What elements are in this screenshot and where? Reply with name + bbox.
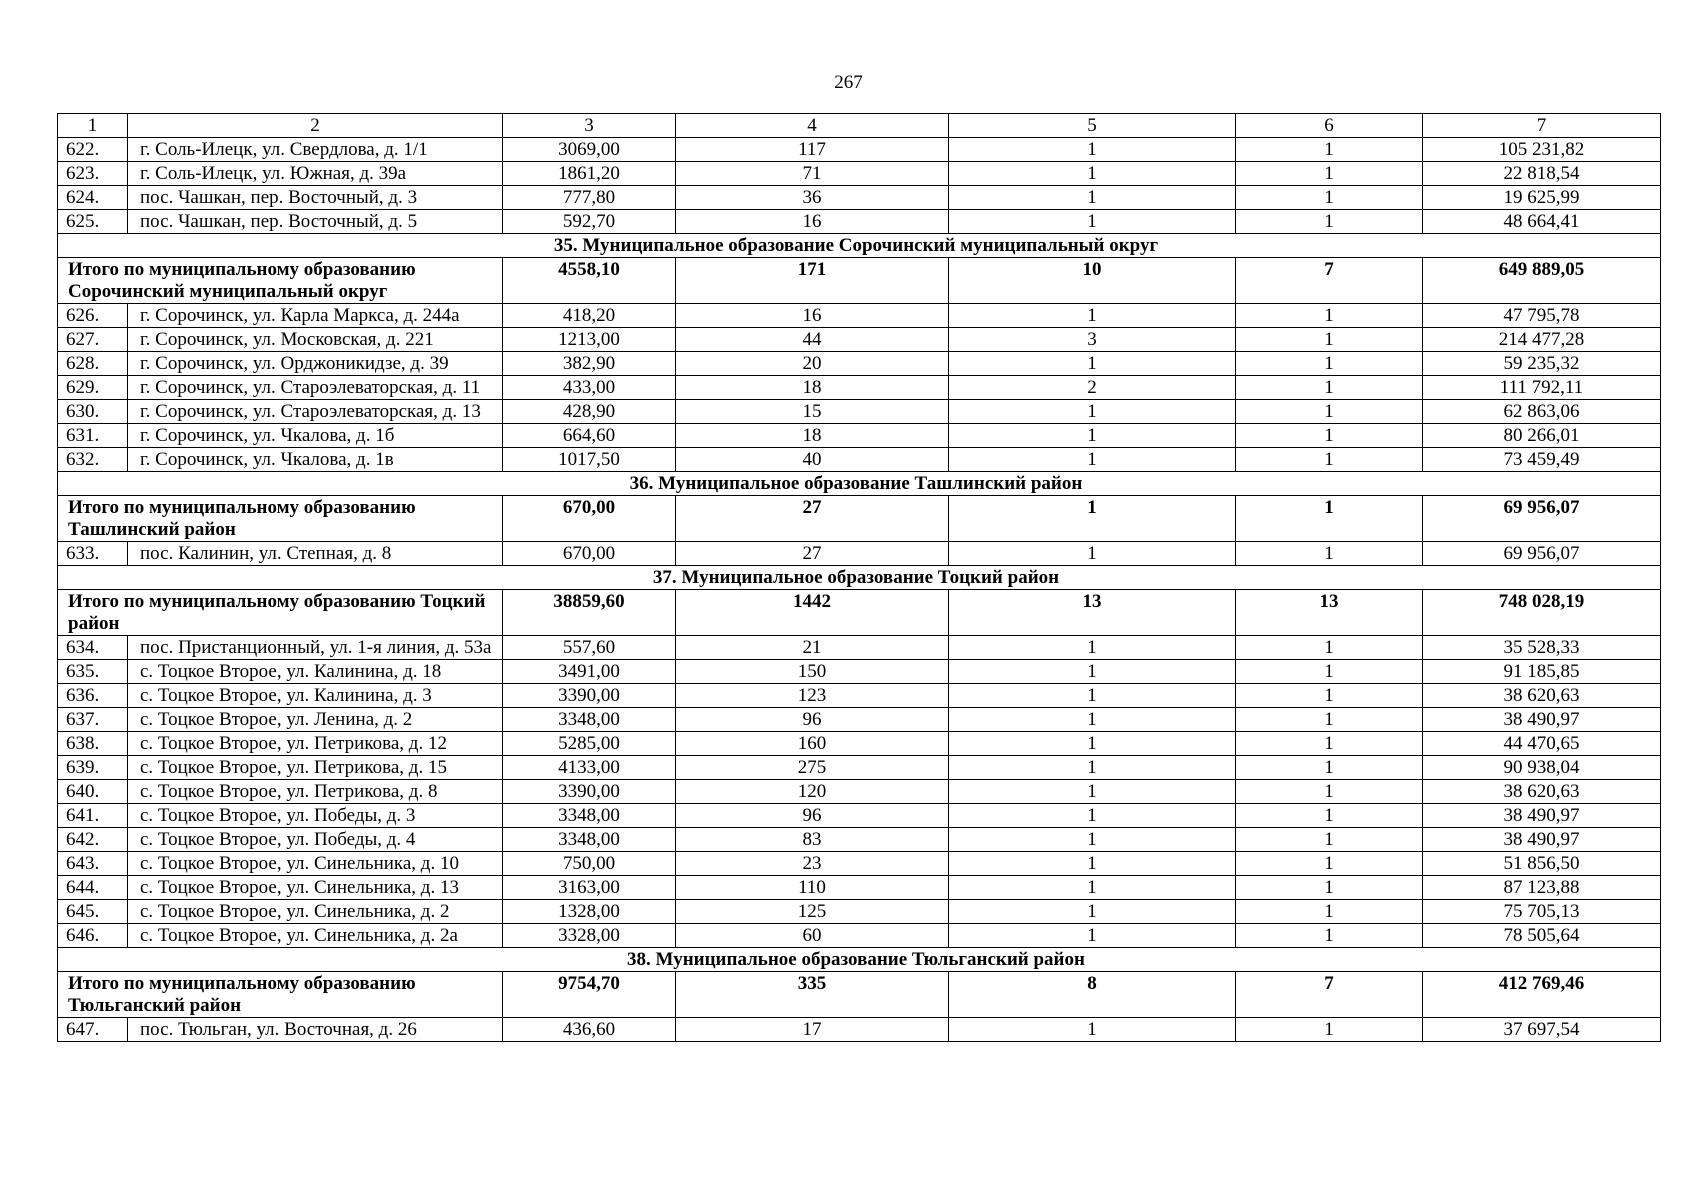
row-number: 624. bbox=[58, 186, 128, 210]
total-col5: 10 bbox=[949, 258, 1236, 304]
residents: 44 bbox=[676, 328, 949, 352]
row-number: 638. bbox=[58, 732, 128, 756]
section-heading: 36. Муниципальное образование Ташлинский район bbox=[58, 472, 1661, 496]
residents: 21 bbox=[676, 636, 949, 660]
amount: 37 697,54 bbox=[1423, 1018, 1661, 1042]
col5-value: 1 bbox=[949, 828, 1236, 852]
area: 592,70 bbox=[503, 210, 676, 234]
header-cell: 3 bbox=[503, 114, 676, 138]
amount: 75 705,13 bbox=[1423, 900, 1661, 924]
row-number: 646. bbox=[58, 924, 128, 948]
col5-value: 1 bbox=[949, 756, 1236, 780]
total-amount: 69 956,07 bbox=[1423, 496, 1661, 542]
col6-value: 1 bbox=[1236, 304, 1423, 328]
col5-value: 1 bbox=[949, 660, 1236, 684]
amount: 38 490,97 bbox=[1423, 708, 1661, 732]
row-number: 634. bbox=[58, 636, 128, 660]
residents: 40 bbox=[676, 448, 949, 472]
table-row bbox=[58, 660, 1661, 684]
row-number: 623. bbox=[58, 162, 128, 186]
row-number: 639. bbox=[58, 756, 128, 780]
address: пос. Чашкан, пер. Восточный, д. 3 bbox=[128, 186, 503, 210]
total-row bbox=[58, 972, 1661, 1018]
col5-value: 1 bbox=[949, 732, 1236, 756]
col5-value: 1 bbox=[949, 352, 1236, 376]
total-label: Итого по муниципальному образованию Ташлинский район bbox=[58, 496, 503, 542]
total-col6: 7 bbox=[1236, 972, 1423, 1018]
col5-value: 1 bbox=[949, 424, 1236, 448]
amount: 105 231,82 bbox=[1423, 138, 1661, 162]
section-heading: 35. Муниципальное образование Сорочинский муниципальный округ bbox=[58, 234, 1661, 258]
col6-value: 1 bbox=[1236, 732, 1423, 756]
col5-value: 1 bbox=[949, 138, 1236, 162]
col6-value: 1 bbox=[1236, 684, 1423, 708]
address: пос. Калинин, ул. Степная, д. 8 bbox=[128, 542, 503, 566]
table-row bbox=[58, 732, 1661, 756]
col6-value: 1 bbox=[1236, 424, 1423, 448]
residents: 71 bbox=[676, 162, 949, 186]
col5-value: 1 bbox=[949, 924, 1236, 948]
total-residents: 171 bbox=[676, 258, 949, 304]
area: 1017,50 bbox=[503, 448, 676, 472]
col6-value: 1 bbox=[1236, 448, 1423, 472]
col6-value: 1 bbox=[1236, 400, 1423, 424]
address: с. Тоцкое Второе, ул. Петрикова, д. 15 bbox=[128, 756, 503, 780]
total-col5: 1 bbox=[949, 496, 1236, 542]
address: г. Сорочинск, ул. Московская, д. 221 bbox=[128, 328, 503, 352]
col6-value: 1 bbox=[1236, 376, 1423, 400]
table-row bbox=[58, 924, 1661, 948]
address: г. Соль-Илецк, ул. Свердлова, д. 1/1 bbox=[128, 138, 503, 162]
residents: 17 bbox=[676, 1018, 949, 1042]
area: 557,60 bbox=[503, 636, 676, 660]
row-number: 622. bbox=[58, 138, 128, 162]
address: г. Соль-Илецк, ул. Южная, д. 39а bbox=[128, 162, 503, 186]
total-area: 9754,70 bbox=[503, 972, 676, 1018]
address: пос. Тюльган, ул. Восточная, д. 26 bbox=[128, 1018, 503, 1042]
row-number: 635. bbox=[58, 660, 128, 684]
amount: 44 470,65 bbox=[1423, 732, 1661, 756]
amount: 38 490,97 bbox=[1423, 828, 1661, 852]
col6-value: 1 bbox=[1236, 210, 1423, 234]
total-col5: 13 bbox=[949, 590, 1236, 636]
total-row bbox=[58, 258, 1661, 304]
area: 436,60 bbox=[503, 1018, 676, 1042]
table-row bbox=[58, 210, 1661, 234]
col5-value: 1 bbox=[949, 876, 1236, 900]
amount: 35 528,33 bbox=[1423, 636, 1661, 660]
area: 428,90 bbox=[503, 400, 676, 424]
area: 382,90 bbox=[503, 352, 676, 376]
area: 5285,00 bbox=[503, 732, 676, 756]
area: 3390,00 bbox=[503, 780, 676, 804]
column-number-header-row bbox=[58, 114, 1661, 138]
row-number: 629. bbox=[58, 376, 128, 400]
col5-value: 1 bbox=[949, 780, 1236, 804]
address: с. Тоцкое Второе, ул. Петрикова, д. 12 bbox=[128, 732, 503, 756]
col6-value: 1 bbox=[1236, 828, 1423, 852]
residents: 117 bbox=[676, 138, 949, 162]
table-row bbox=[58, 304, 1661, 328]
total-label: Итого по муниципальному образованию Сорочинский муниципальный округ bbox=[58, 258, 503, 304]
table-row bbox=[58, 328, 1661, 352]
amount: 214 477,28 bbox=[1423, 328, 1661, 352]
address: с. Тоцкое Второе, ул. Синельника, д. 2а bbox=[128, 924, 503, 948]
header-cell: 1 bbox=[58, 114, 128, 138]
area: 1213,00 bbox=[503, 328, 676, 352]
row-number: 632. bbox=[58, 448, 128, 472]
row-number: 645. bbox=[58, 900, 128, 924]
total-area: 670,00 bbox=[503, 496, 676, 542]
amount: 62 863,06 bbox=[1423, 400, 1661, 424]
total-label: Итого по муниципальному образованию Тюльганский район bbox=[58, 972, 503, 1018]
col6-value: 1 bbox=[1236, 1018, 1423, 1042]
col6-value: 1 bbox=[1236, 328, 1423, 352]
amount: 59 235,32 bbox=[1423, 352, 1661, 376]
address: с. Тоцкое Второе, ул. Синельника, д. 10 bbox=[128, 852, 503, 876]
document-table bbox=[57, 113, 1661, 1042]
col6-value: 1 bbox=[1236, 636, 1423, 660]
section-heading-row bbox=[58, 948, 1661, 972]
col6-value: 1 bbox=[1236, 924, 1423, 948]
col5-value: 2 bbox=[949, 376, 1236, 400]
residents: 125 bbox=[676, 900, 949, 924]
address: с. Тоцкое Второе, ул. Калинина, д. 3 bbox=[128, 684, 503, 708]
amount: 87 123,88 bbox=[1423, 876, 1661, 900]
area: 3163,00 bbox=[503, 876, 676, 900]
table-row bbox=[58, 162, 1661, 186]
table-row bbox=[58, 1018, 1661, 1042]
row-number: 628. bbox=[58, 352, 128, 376]
total-area: 38859,60 bbox=[503, 590, 676, 636]
row-number: 647. bbox=[58, 1018, 128, 1042]
area: 3069,00 bbox=[503, 138, 676, 162]
address: г. Сорочинск, ул. Староэлеваторская, д. 13 bbox=[128, 400, 503, 424]
col6-value: 1 bbox=[1236, 852, 1423, 876]
address: с. Тоцкое Второе, ул. Синельника, д. 2 bbox=[128, 900, 503, 924]
total-amount: 748 028,19 bbox=[1423, 590, 1661, 636]
row-number: 633. bbox=[58, 542, 128, 566]
row-number: 631. bbox=[58, 424, 128, 448]
residents: 16 bbox=[676, 210, 949, 234]
table-row bbox=[58, 852, 1661, 876]
total-col6: 7 bbox=[1236, 258, 1423, 304]
row-number: 641. bbox=[58, 804, 128, 828]
col5-value: 1 bbox=[949, 900, 1236, 924]
table-row bbox=[58, 900, 1661, 924]
col6-value: 1 bbox=[1236, 804, 1423, 828]
area: 664,60 bbox=[503, 424, 676, 448]
residents: 83 bbox=[676, 828, 949, 852]
total-amount: 412 769,46 bbox=[1423, 972, 1661, 1018]
col5-value: 1 bbox=[949, 708, 1236, 732]
residents: 123 bbox=[676, 684, 949, 708]
residents: 96 bbox=[676, 708, 949, 732]
table-row bbox=[58, 756, 1661, 780]
address: г. Сорочинск, ул. Чкалова, д. 1в bbox=[128, 448, 503, 472]
table-row bbox=[58, 828, 1661, 852]
col5-value: 1 bbox=[949, 684, 1236, 708]
table-row bbox=[58, 780, 1661, 804]
residents: 16 bbox=[676, 304, 949, 328]
col5-value: 1 bbox=[949, 636, 1236, 660]
table-row bbox=[58, 876, 1661, 900]
page-number: 267 bbox=[834, 72, 863, 93]
area: 750,00 bbox=[503, 852, 676, 876]
area: 3328,00 bbox=[503, 924, 676, 948]
section-heading: 38. Муниципальное образование Тюльганский район bbox=[58, 948, 1661, 972]
header-cell: 4 bbox=[676, 114, 949, 138]
address: с. Тоцкое Второе, ул. Калинина, д. 18 bbox=[128, 660, 503, 684]
area: 418,20 bbox=[503, 304, 676, 328]
address: г. Сорочинск, ул. Староэлеваторская, д. 11 bbox=[128, 376, 503, 400]
col5-value: 1 bbox=[949, 186, 1236, 210]
header-cell: 5 bbox=[949, 114, 1236, 138]
col6-value: 1 bbox=[1236, 542, 1423, 566]
address: г. Сорочинск, ул. Орджоникидзе, д. 39 bbox=[128, 352, 503, 376]
total-residents: 1442 bbox=[676, 590, 949, 636]
section-heading-row bbox=[58, 472, 1661, 496]
col6-value: 1 bbox=[1236, 756, 1423, 780]
col5-value: 1 bbox=[949, 162, 1236, 186]
col6-value: 1 bbox=[1236, 660, 1423, 684]
row-number: 644. bbox=[58, 876, 128, 900]
amount: 69 956,07 bbox=[1423, 542, 1661, 566]
residents: 18 bbox=[676, 424, 949, 448]
address: г. Сорочинск, ул. Чкалова, д. 1б bbox=[128, 424, 503, 448]
col6-value: 1 bbox=[1236, 876, 1423, 900]
header-cell: 2 bbox=[128, 114, 503, 138]
table-row bbox=[58, 424, 1661, 448]
table-row bbox=[58, 684, 1661, 708]
row-number: 626. bbox=[58, 304, 128, 328]
table-row bbox=[58, 352, 1661, 376]
section-heading: 37. Муниципальное образование Тоцкий район bbox=[58, 566, 1661, 590]
area: 3491,00 bbox=[503, 660, 676, 684]
table-row bbox=[58, 138, 1661, 162]
amount: 48 664,41 bbox=[1423, 210, 1661, 234]
residents: 160 bbox=[676, 732, 949, 756]
address: г. Сорочинск, ул. Карла Маркса, д. 244а bbox=[128, 304, 503, 328]
col6-value: 1 bbox=[1236, 138, 1423, 162]
area: 777,80 bbox=[503, 186, 676, 210]
col5-value: 1 bbox=[949, 542, 1236, 566]
area: 1861,20 bbox=[503, 162, 676, 186]
amount: 91 185,85 bbox=[1423, 660, 1661, 684]
table-row bbox=[58, 186, 1661, 210]
col5-value: 1 bbox=[949, 852, 1236, 876]
col5-value: 3 bbox=[949, 328, 1236, 352]
address: с. Тоцкое Второе, ул. Петрикова, д. 8 bbox=[128, 780, 503, 804]
col6-value: 1 bbox=[1236, 186, 1423, 210]
address: с. Тоцкое Второе, ул. Ленина, д. 2 bbox=[128, 708, 503, 732]
col5-value: 1 bbox=[949, 210, 1236, 234]
col5-value: 1 bbox=[949, 804, 1236, 828]
row-number: 627. bbox=[58, 328, 128, 352]
col5-value: 1 bbox=[949, 304, 1236, 328]
amount: 47 795,78 bbox=[1423, 304, 1661, 328]
total-residents: 335 bbox=[676, 972, 949, 1018]
row-number: 625. bbox=[58, 210, 128, 234]
amount: 38 620,63 bbox=[1423, 684, 1661, 708]
header-cell: 7 bbox=[1423, 114, 1661, 138]
col6-value: 1 bbox=[1236, 352, 1423, 376]
area: 3390,00 bbox=[503, 684, 676, 708]
col6-value: 1 bbox=[1236, 162, 1423, 186]
total-area: 4558,10 bbox=[503, 258, 676, 304]
row-number: 630. bbox=[58, 400, 128, 424]
col5-value: 1 bbox=[949, 448, 1236, 472]
col5-value: 1 bbox=[949, 400, 1236, 424]
col6-value: 1 bbox=[1236, 900, 1423, 924]
residents: 110 bbox=[676, 876, 949, 900]
total-residents: 27 bbox=[676, 496, 949, 542]
total-col6: 13 bbox=[1236, 590, 1423, 636]
row-number: 637. bbox=[58, 708, 128, 732]
table-row bbox=[58, 804, 1661, 828]
residents: 60 bbox=[676, 924, 949, 948]
section-heading-row bbox=[58, 234, 1661, 258]
amount: 38 490,97 bbox=[1423, 804, 1661, 828]
table-body bbox=[58, 114, 1661, 1042]
address: пос. Чашкан, пер. Восточный, д. 5 bbox=[128, 210, 503, 234]
amount: 38 620,63 bbox=[1423, 780, 1661, 804]
residents: 18 bbox=[676, 376, 949, 400]
area: 1328,00 bbox=[503, 900, 676, 924]
table-row bbox=[58, 708, 1661, 732]
table-row bbox=[58, 376, 1661, 400]
residents: 23 bbox=[676, 852, 949, 876]
table-row bbox=[58, 448, 1661, 472]
amount: 90 938,04 bbox=[1423, 756, 1661, 780]
row-number: 643. bbox=[58, 852, 128, 876]
address: с. Тоцкое Второе, ул. Синельника, д. 13 bbox=[128, 876, 503, 900]
total-row bbox=[58, 496, 1661, 542]
residents: 15 bbox=[676, 400, 949, 424]
header-cell: 6 bbox=[1236, 114, 1423, 138]
residents: 36 bbox=[676, 186, 949, 210]
area: 3348,00 bbox=[503, 708, 676, 732]
total-row bbox=[58, 590, 1661, 636]
total-amount: 649 889,05 bbox=[1423, 258, 1661, 304]
total-label: Итого по муниципальному образованию Тоцкий район bbox=[58, 590, 503, 636]
total-col5: 8 bbox=[949, 972, 1236, 1018]
table-row bbox=[58, 400, 1661, 424]
residents: 275 bbox=[676, 756, 949, 780]
area: 670,00 bbox=[503, 542, 676, 566]
area: 433,00 bbox=[503, 376, 676, 400]
amount: 22 818,54 bbox=[1423, 162, 1661, 186]
row-number: 636. bbox=[58, 684, 128, 708]
amount: 19 625,99 bbox=[1423, 186, 1661, 210]
area: 3348,00 bbox=[503, 804, 676, 828]
area: 4133,00 bbox=[503, 756, 676, 780]
residents: 27 bbox=[676, 542, 949, 566]
amount: 51 856,50 bbox=[1423, 852, 1661, 876]
amount: 78 505,64 bbox=[1423, 924, 1661, 948]
row-number: 640. bbox=[58, 780, 128, 804]
address: с. Тоцкое Второе, ул. Победы, д. 4 bbox=[128, 828, 503, 852]
residents: 20 bbox=[676, 352, 949, 376]
address: с. Тоцкое Второе, ул. Победы, д. 3 bbox=[128, 804, 503, 828]
amount: 111 792,11 bbox=[1423, 376, 1661, 400]
residents: 120 bbox=[676, 780, 949, 804]
col6-value: 1 bbox=[1236, 708, 1423, 732]
row-number: 642. bbox=[58, 828, 128, 852]
table-row bbox=[58, 636, 1661, 660]
amount: 73 459,49 bbox=[1423, 448, 1661, 472]
table-row bbox=[58, 542, 1661, 566]
section-heading-row bbox=[58, 566, 1661, 590]
col6-value: 1 bbox=[1236, 780, 1423, 804]
total-col6: 1 bbox=[1236, 496, 1423, 542]
residents: 150 bbox=[676, 660, 949, 684]
col5-value: 1 bbox=[949, 1018, 1236, 1042]
amount: 80 266,01 bbox=[1423, 424, 1661, 448]
address: пос. Пристанционный, ул. 1-я линия, д. 53а bbox=[128, 636, 503, 660]
area: 3348,00 bbox=[503, 828, 676, 852]
residents: 96 bbox=[676, 804, 949, 828]
